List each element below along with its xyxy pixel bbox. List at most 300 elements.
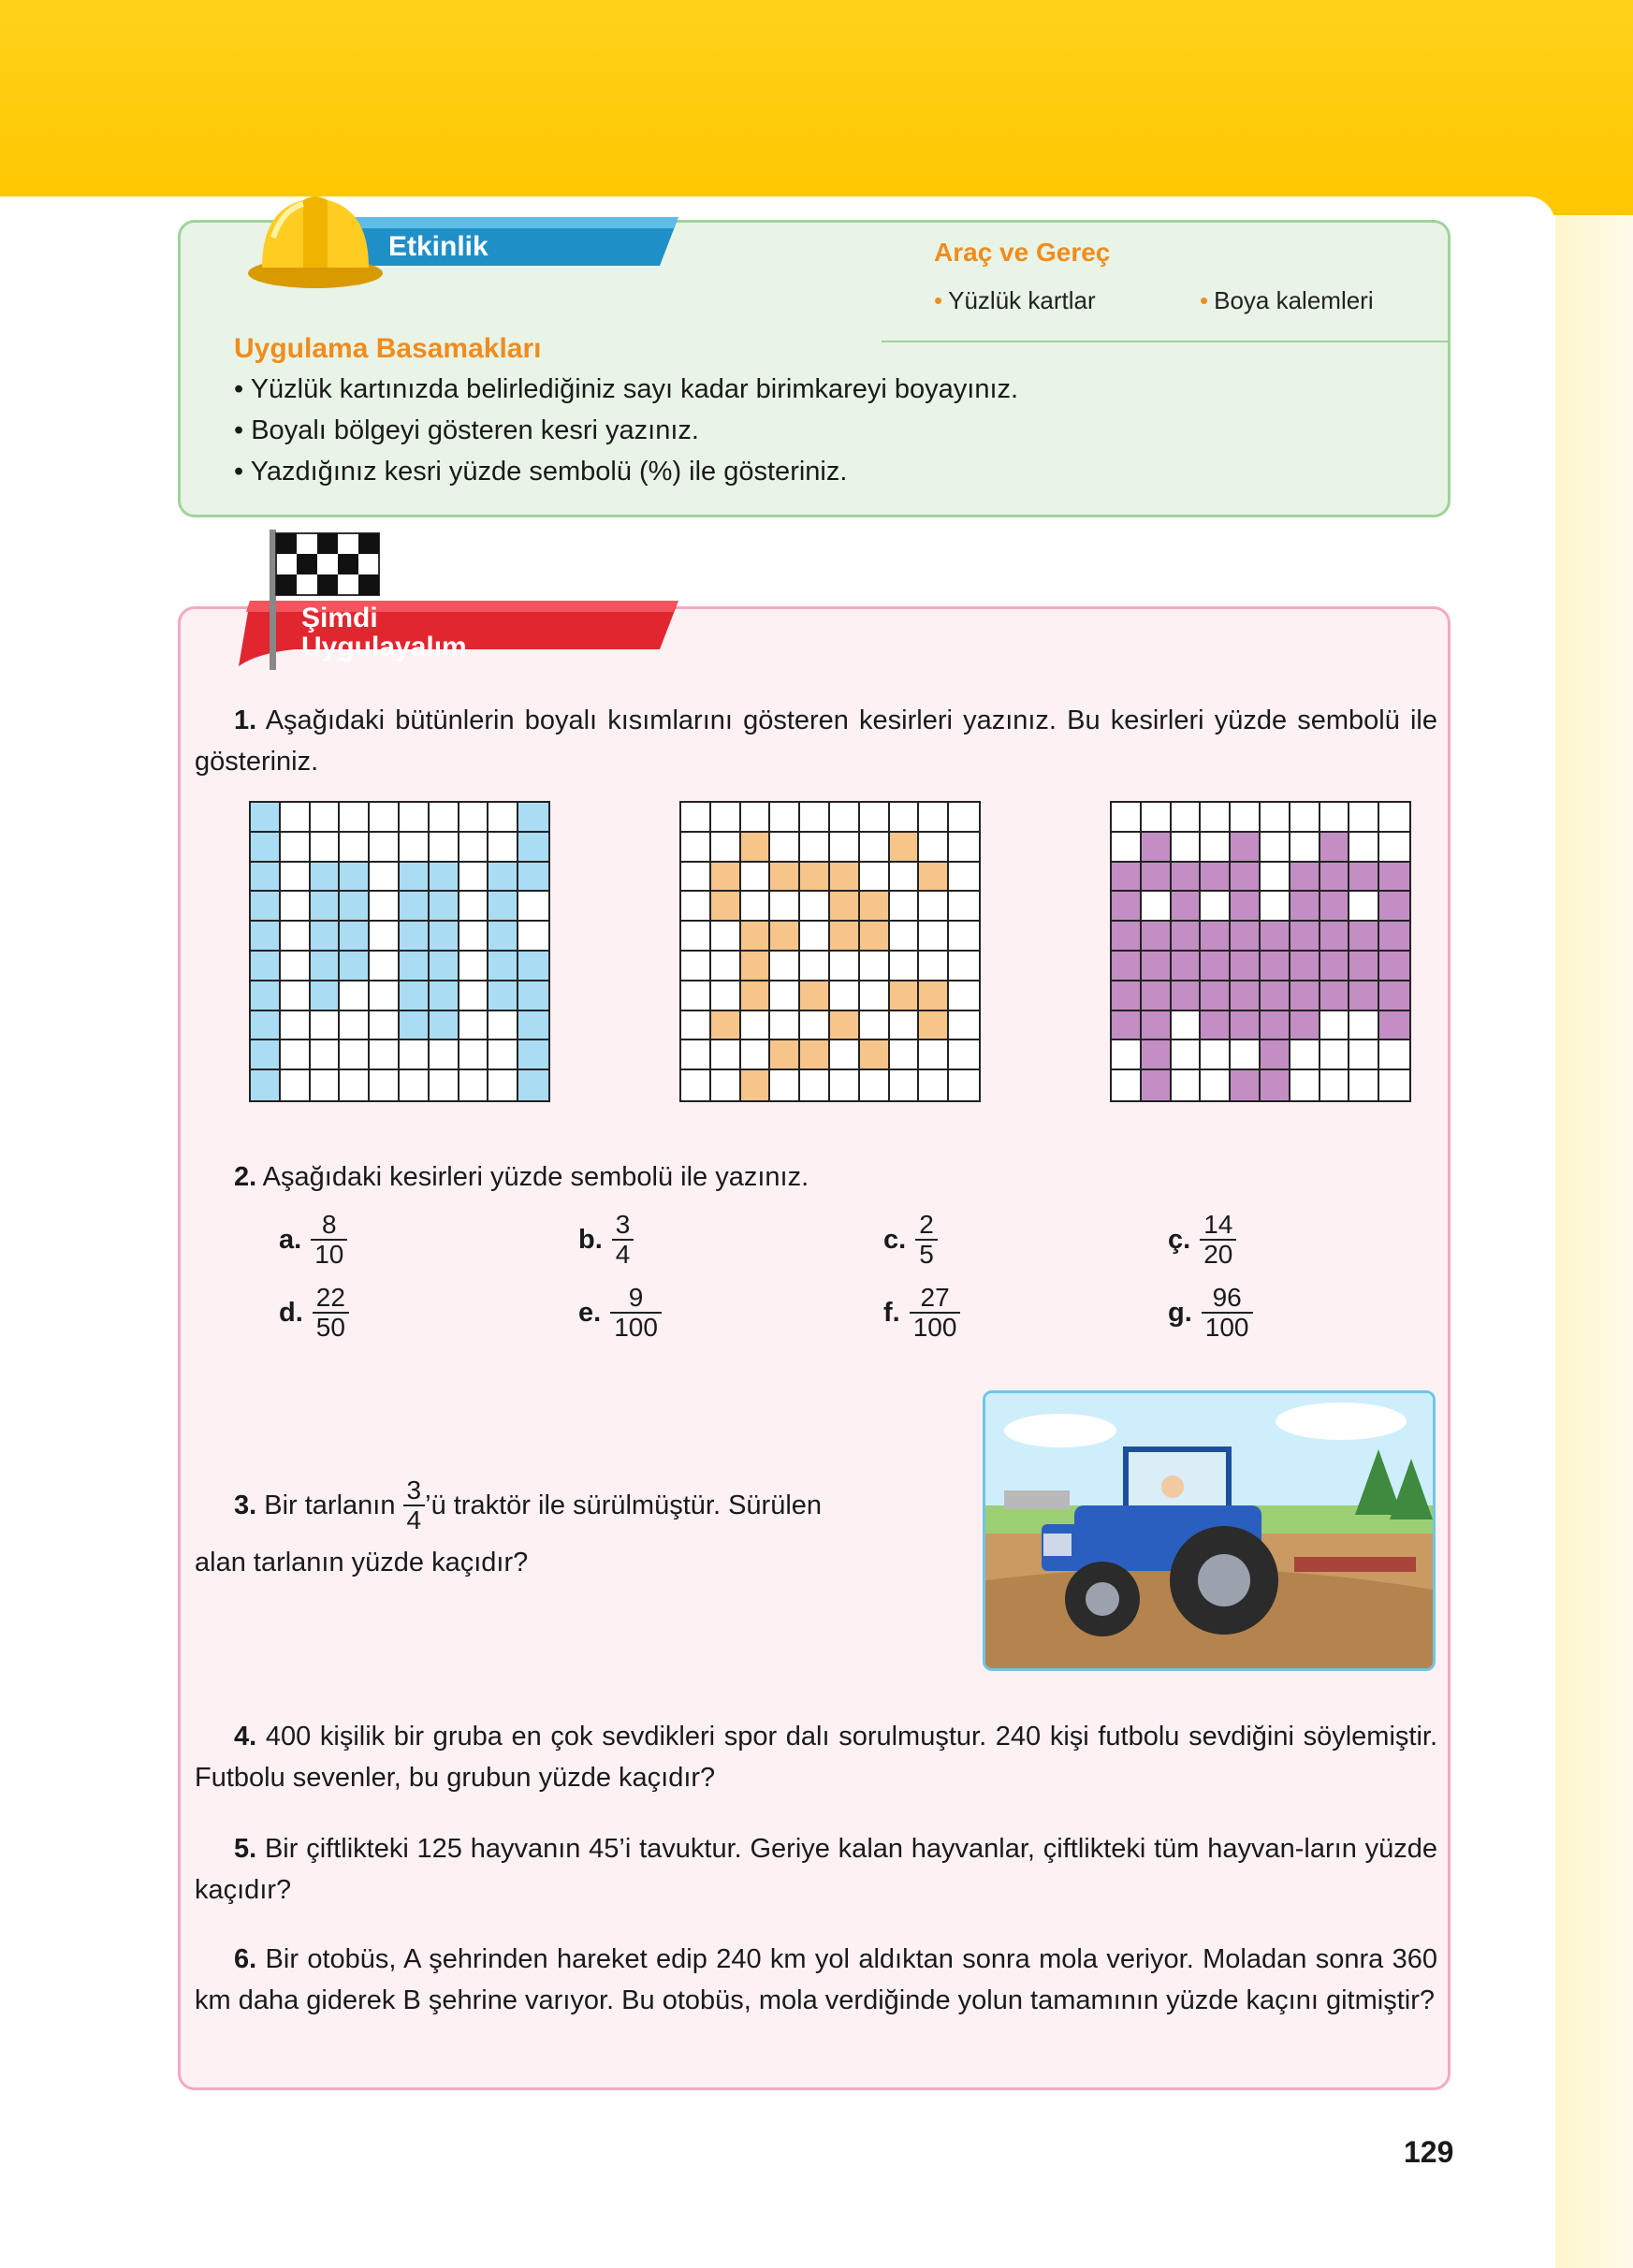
grid-cell-shaded — [830, 863, 860, 893]
grid-cell — [830, 952, 860, 981]
grid-cell — [1112, 833, 1142, 863]
grid-cell — [1261, 833, 1290, 863]
question-3-line1: 3. Bir tarlanın $\frac{3}{4}$ ’ü traktör ile sürülmüştür. Sürülen — [234, 1476, 823, 1534]
grid-cell-shaded — [311, 981, 341, 1011]
grid-cell — [1112, 803, 1142, 833]
grid-cell-shaded — [518, 1040, 548, 1070]
grid-cell-shaded — [1320, 863, 1350, 893]
grid-cell — [1201, 1040, 1231, 1070]
grid-cell — [430, 833, 459, 863]
etkinlik-title: Etkinlik — [388, 231, 488, 262]
grid-cell-shaded — [518, 863, 548, 893]
grid-cell-shaded — [711, 863, 741, 893]
grid-cell-shaded — [741, 981, 771, 1011]
grid-cell — [1172, 1070, 1202, 1100]
grid-cell — [1142, 892, 1172, 922]
grid-cell-shaded — [1142, 1040, 1172, 1070]
arac-gerec-title: Araç ve Gereç — [934, 238, 1111, 267]
grid-cell — [681, 833, 711, 863]
grid-cell-shaded — [1349, 952, 1379, 981]
fraction-item-b: b. $\frac{3}{4}$ — [578, 1211, 634, 1269]
grid-cell-shaded — [1231, 863, 1261, 893]
grid-cell — [860, 1011, 890, 1041]
grid-cell — [1172, 1011, 1202, 1041]
grid-cell — [890, 863, 920, 893]
grid-cell-shaded — [430, 981, 459, 1011]
grid-cell — [488, 833, 518, 863]
grid-cell — [518, 922, 548, 952]
grid-cell — [1349, 803, 1379, 833]
grid-cell — [860, 1070, 890, 1100]
grid-cell-shaded — [400, 922, 430, 952]
grid-cell-shaded — [251, 922, 281, 952]
grid-cell — [370, 892, 400, 922]
grid-cell — [488, 1011, 518, 1041]
grid-cell-shaded — [488, 863, 518, 893]
fraction-item-c: c. $\frac{2}{5}$ — [883, 1211, 938, 1269]
grid-cell-shaded — [1379, 922, 1409, 952]
grid-cell — [800, 833, 830, 863]
bullet-icon: • — [1200, 286, 1209, 314]
grid-cell-shaded — [1290, 981, 1320, 1011]
grid-cell — [741, 892, 771, 922]
grid-cell — [830, 1040, 860, 1070]
grid-cell — [949, 981, 979, 1011]
grid-cell-shaded — [1142, 981, 1172, 1011]
grid-cell — [1320, 1070, 1350, 1100]
grid-cell-shaded — [711, 892, 741, 922]
grid-cell — [1290, 1040, 1320, 1070]
grid-cell — [1231, 1040, 1261, 1070]
question-1: 1. Aşağıdaki bütünlerin boyalı kısımlarını gösteren kesirleri yazınız. Bu kesirleri yüzde sembolü ile gösteriniz. — [195, 705, 1437, 777]
grid-cell-shaded — [919, 863, 949, 893]
grid-cell — [281, 981, 311, 1011]
grid-cell — [830, 803, 860, 833]
grid-cell — [1379, 803, 1409, 833]
grid-cell-shaded — [1201, 922, 1231, 952]
grid-cell — [919, 1070, 949, 1100]
grid-cell — [949, 1040, 979, 1070]
grid-cell — [949, 892, 979, 922]
grid-cell-shaded — [1320, 981, 1350, 1011]
grid-cell — [281, 863, 311, 893]
grid-cell — [681, 1011, 711, 1041]
grid-cell-shaded — [1261, 1011, 1290, 1041]
grid-cell-shaded — [860, 1040, 890, 1070]
grid-cell-shaded — [800, 981, 830, 1011]
grid-cell-shaded — [770, 1040, 800, 1070]
grid-cell — [890, 1040, 920, 1070]
grid-cell-shaded — [711, 1011, 741, 1041]
grid-cell — [770, 803, 800, 833]
page-number: 129 — [1404, 2135, 1454, 2169]
grid-cell — [919, 922, 949, 952]
grid-cell — [1172, 833, 1202, 863]
grid-cell — [1320, 803, 1350, 833]
grid-cell-shaded — [1290, 952, 1320, 981]
grid-cell — [400, 803, 430, 833]
grid-cell — [1201, 1070, 1231, 1100]
question-2: 2. Aşağıdaki kesirleri yüzde sembolü ile yazınız. — [234, 1162, 809, 1192]
grid-cell — [711, 833, 741, 863]
fraction-item-d: d. $\frac{22}{50}$ — [279, 1284, 349, 1342]
grid-cell — [340, 1070, 370, 1100]
grid-cell — [1112, 1040, 1142, 1070]
grid-cell-shaded — [340, 892, 370, 922]
grid-cell — [1290, 833, 1320, 863]
grid-cell-shaded — [251, 1011, 281, 1041]
right-margin-strip — [1555, 215, 1633, 2268]
step-item: • Yazdığınız kesri yüzde sembolü (%) ile gösteriniz. — [234, 457, 848, 487]
grid-cell — [459, 1070, 489, 1100]
grid-cell — [1112, 1070, 1142, 1100]
grid-cell — [311, 1011, 341, 1041]
grid-cell-shaded — [1112, 1011, 1142, 1041]
grid-cell — [681, 892, 711, 922]
grid-cell-shaded — [890, 981, 920, 1011]
grid-cell — [890, 1011, 920, 1041]
grid-cell — [340, 803, 370, 833]
grid-cell — [890, 1070, 920, 1100]
grid-cell-shaded — [1320, 892, 1350, 922]
grid-cell-shaded — [251, 1040, 281, 1070]
grid-cell-shaded — [1112, 981, 1142, 1011]
grid-cell-shaded — [1231, 981, 1261, 1011]
grid-cell-shaded — [488, 922, 518, 952]
arac-item-yuzluk-kartlar: • Yüzlük kartlar — [934, 286, 1096, 314]
grid-cell — [430, 1070, 459, 1100]
grid-cell — [459, 1011, 489, 1041]
grid-cell — [370, 1011, 400, 1041]
grid-cell — [860, 833, 890, 863]
grid-cell — [459, 922, 489, 952]
grid-cell — [1349, 1070, 1379, 1100]
grid-cell — [459, 981, 489, 1011]
grid-cell — [281, 892, 311, 922]
grid-cell-shaded — [741, 1070, 771, 1100]
grid-cell — [311, 803, 341, 833]
grid-cell-shaded — [1112, 863, 1142, 893]
grid-cell-shaded — [1142, 1070, 1172, 1100]
grid-cell-shaded — [1320, 922, 1350, 952]
fraction-item-g: g. $\frac{96}{100}$ — [1168, 1284, 1253, 1342]
grid-cell — [919, 952, 949, 981]
grid-cell — [1349, 1011, 1379, 1041]
grid-cell — [919, 1040, 949, 1070]
grid-cell — [370, 922, 400, 952]
grid-cell-shaded — [1231, 1070, 1261, 1100]
grid-cell — [949, 863, 979, 893]
grid-cell-shaded — [1231, 1011, 1261, 1041]
grid-cell-shaded — [430, 922, 459, 952]
grid-cell-shaded — [1379, 1011, 1409, 1041]
question-5: 5. Bir çiftlikteki 125 hayvanın 45’i tavuktur. Geriye kalan hayvanlar, çiftlikteki tüm hayvan-ların yüzde kaçıdır? — [195, 1834, 1437, 1905]
grid-cell — [1320, 1011, 1350, 1041]
grid-cell-shaded — [430, 952, 459, 981]
grid-cell-shaded — [400, 892, 430, 922]
grid-cell — [741, 1040, 771, 1070]
grid-cell-shaded — [1320, 952, 1350, 981]
grid-cell — [711, 803, 741, 833]
grid-cell — [860, 803, 890, 833]
grid-cell-shaded — [1290, 892, 1320, 922]
tractor-scene — [985, 1393, 1433, 1668]
grid-cell — [681, 922, 711, 952]
grid-cell — [400, 1070, 430, 1100]
grid-cell-shaded — [251, 803, 281, 833]
grid-cell-shaded — [1261, 1040, 1290, 1070]
grid-cell — [281, 922, 311, 952]
grid-cell-shaded — [1349, 863, 1379, 893]
grid-cell — [311, 833, 341, 863]
grid-cell-shaded — [1231, 952, 1261, 981]
grid-cell — [800, 1070, 830, 1100]
grid-cell-shaded — [251, 833, 281, 863]
grid-cell-shaded — [1142, 1011, 1172, 1041]
grid-cell — [800, 803, 830, 833]
divider — [882, 341, 1451, 342]
grid-cell — [459, 952, 489, 981]
tractor-illustration — [983, 1390, 1436, 1671]
grid-cell-shaded — [770, 863, 800, 893]
grid-cell-shaded — [890, 833, 920, 863]
grid-cell — [370, 981, 400, 1011]
grid-cell — [770, 981, 800, 1011]
grid-cell — [860, 981, 890, 1011]
grid-cell-shaded — [1261, 1070, 1290, 1100]
grid-cell — [741, 863, 771, 893]
hundred-grid-purple — [1110, 801, 1411, 1102]
grid-cell — [741, 1011, 771, 1041]
grid-cell-shaded — [1290, 1011, 1320, 1041]
grid-cell-shaded — [1172, 981, 1202, 1011]
grid-cell-shaded — [1231, 922, 1261, 952]
grid-cell — [340, 981, 370, 1011]
question-3-line2: alan tarlanın yüzde kaçıdır? — [195, 1548, 529, 1577]
grid-cell-shaded — [488, 981, 518, 1011]
grid-cell-shaded — [1290, 863, 1320, 893]
grid-cell — [800, 892, 830, 922]
grid-cell-shaded — [518, 952, 548, 981]
grid-cell — [711, 952, 741, 981]
grid-cell-shaded — [251, 1070, 281, 1100]
grid-cell — [919, 892, 949, 922]
grid-cell-shaded — [800, 1040, 830, 1070]
grid-cell — [860, 952, 890, 981]
grid-cell — [430, 1040, 459, 1070]
grid-cell-shaded — [741, 952, 771, 981]
grid-cell-shaded — [1201, 952, 1231, 981]
grid-cell — [741, 803, 771, 833]
grid-cell-shaded — [488, 892, 518, 922]
grid-cell — [770, 892, 800, 922]
fraction-3-4: $\frac{3}{4}$ — [403, 1476, 426, 1534]
grid-cell — [1379, 1070, 1409, 1100]
grid-cell — [1379, 1040, 1409, 1070]
grid-cell — [711, 981, 741, 1011]
grid-cell-shaded — [1112, 952, 1142, 981]
grid-cell-shaded — [518, 833, 548, 863]
grid-cell-shaded — [741, 833, 771, 863]
fraction-item-f: f. $\frac{27}{100}$ — [883, 1284, 960, 1342]
grid-cell-shaded — [1172, 892, 1202, 922]
fraction-item-e: e. $\frac{9}{100}$ — [578, 1284, 662, 1342]
grid-cell — [370, 1070, 400, 1100]
grid-cell-shaded — [770, 922, 800, 952]
grid-cell-shaded — [340, 952, 370, 981]
simdi-title-line2: Uygulayalım — [301, 632, 467, 662]
grid-cell-shaded — [919, 981, 949, 1011]
grid-cell-shaded — [830, 922, 860, 952]
grid-cell — [1261, 803, 1290, 833]
grid-cell-shaded — [430, 892, 459, 922]
grid-cell — [949, 1011, 979, 1041]
grid-cell — [459, 863, 489, 893]
grid-cell-shaded — [1201, 1011, 1231, 1041]
grid-cell — [890, 803, 920, 833]
grid-cell-shaded — [1261, 952, 1290, 981]
grid-cell — [400, 833, 430, 863]
grid-cell — [1320, 1040, 1350, 1070]
grid-cell — [890, 892, 920, 922]
grid-cell — [370, 803, 400, 833]
grid-cell — [949, 1070, 979, 1100]
grid-cell — [340, 833, 370, 863]
grid-cell-shaded — [1112, 922, 1142, 952]
grid-cell-shaded — [1201, 863, 1231, 893]
grid-cell-shaded — [251, 892, 281, 922]
grid-cell-shaded — [919, 1011, 949, 1041]
grid-cell-shaded — [860, 922, 890, 952]
grid-cell — [340, 1011, 370, 1041]
grid-cell — [311, 1040, 341, 1070]
grid-cell-shaded — [741, 922, 771, 952]
grid-cell-shaded — [1261, 981, 1290, 1011]
grid-cell — [281, 803, 311, 833]
grid-cell — [459, 803, 489, 833]
grid-cell-shaded — [1231, 892, 1261, 922]
grid-cell — [949, 922, 979, 952]
grid-cell — [800, 1011, 830, 1041]
grid-cell-shaded — [1142, 833, 1172, 863]
grid-cell — [1261, 892, 1290, 922]
grid-cell — [830, 833, 860, 863]
grid-cell — [430, 803, 459, 833]
grid-cell — [488, 803, 518, 833]
grid-cell — [830, 1070, 860, 1100]
grid-cell — [518, 892, 548, 922]
grid-cell-shaded — [830, 1011, 860, 1041]
grid-cell — [681, 952, 711, 981]
grid-cell — [681, 981, 711, 1011]
grid-cell-shaded — [400, 863, 430, 893]
grid-cell — [488, 1070, 518, 1100]
grid-cell-shaded — [1349, 981, 1379, 1011]
grid-cell-shaded — [400, 1011, 430, 1041]
grid-cell — [1349, 833, 1379, 863]
grid-cell-shaded — [1379, 952, 1409, 981]
grid-cell — [770, 1070, 800, 1100]
grid-cell — [370, 833, 400, 863]
step-item: • Boyalı bölgeyi gösteren kesri yazınız. — [234, 415, 699, 445]
grid-cell-shaded — [1172, 922, 1202, 952]
grid-cell — [1379, 833, 1409, 863]
grid-cell — [681, 803, 711, 833]
grid-cell — [459, 892, 489, 922]
fraction-item-a: a. $\frac{8}{10}$ — [279, 1211, 347, 1269]
fraction-item-cc: ç. $\frac{14}{20}$ — [1168, 1211, 1236, 1269]
grid-cell — [949, 803, 979, 833]
grid-cell-shaded — [1320, 833, 1350, 863]
grid-cell-shaded — [251, 981, 281, 1011]
grid-cell — [459, 1040, 489, 1070]
grid-cell — [1290, 803, 1320, 833]
grid-cell-shaded — [340, 922, 370, 952]
grid-cell — [800, 952, 830, 981]
grid-cell-shaded — [1142, 863, 1172, 893]
grid-cell-shaded — [311, 892, 341, 922]
grid-cell — [949, 833, 979, 863]
grid-cell — [770, 952, 800, 981]
grid-cell — [400, 1040, 430, 1070]
grid-cell-shaded — [1142, 922, 1172, 952]
grid-cell — [681, 863, 711, 893]
grid-cell — [281, 1040, 311, 1070]
grid-cell — [890, 952, 920, 981]
grid-cell — [711, 1070, 741, 1100]
grid-cell — [1172, 1040, 1202, 1070]
grid-cell — [800, 922, 830, 952]
grid-cell-shaded — [311, 952, 341, 981]
grid-cell — [1231, 803, 1261, 833]
grid-cell — [281, 1070, 311, 1100]
grid-cell-shaded — [1112, 892, 1142, 922]
simdi-title-line1: Şimdi — [301, 603, 378, 633]
grid-cell-shaded — [1379, 892, 1409, 922]
grid-cell — [1349, 1040, 1379, 1070]
grid-cell — [919, 803, 949, 833]
grid-cell-shaded — [518, 1070, 548, 1100]
grid-cell — [711, 922, 741, 952]
grid-cell — [488, 1040, 518, 1070]
hundred-grid-orange — [679, 801, 981, 1102]
uygulama-basamaklari-title: Uygulama Basamakları — [234, 333, 542, 364]
grid-cell-shaded — [1172, 863, 1202, 893]
grid-cell — [1290, 1070, 1320, 1100]
grid-cell — [281, 952, 311, 981]
grid-cell — [1201, 833, 1231, 863]
grid-cell — [1201, 892, 1231, 922]
grid-cell-shaded — [1261, 922, 1290, 952]
grid-cell-shaded — [860, 892, 890, 922]
grid-cell — [459, 833, 489, 863]
grid-cell-shaded — [430, 863, 459, 893]
grid-cell — [890, 922, 920, 952]
grid-cell-shaded — [251, 952, 281, 981]
grid-cell — [949, 952, 979, 981]
grid-cell — [340, 1040, 370, 1070]
grid-cell-shaded — [518, 803, 548, 833]
hundred-grid-blue — [249, 801, 550, 1102]
grid-cell — [830, 981, 860, 1011]
grid-cell — [1349, 892, 1379, 922]
grid-cell-shaded — [1379, 981, 1409, 1011]
grid-cell — [1172, 803, 1202, 833]
grid-cell-shaded — [251, 863, 281, 893]
grid-cell-shaded — [1290, 922, 1320, 952]
question-6: 6. Bir otobüs, A şehrinden hareket edip 240 km yol aldıktan sonra mola veriyor. Moladan sonra 360 km daha giderek B şehrine varıyor. Bu otobüs, mola verdiğinde yolun tamamının yüzde kaçını gitmiştir? — [195, 1944, 1437, 2015]
bullet-icon: • — [934, 286, 943, 314]
